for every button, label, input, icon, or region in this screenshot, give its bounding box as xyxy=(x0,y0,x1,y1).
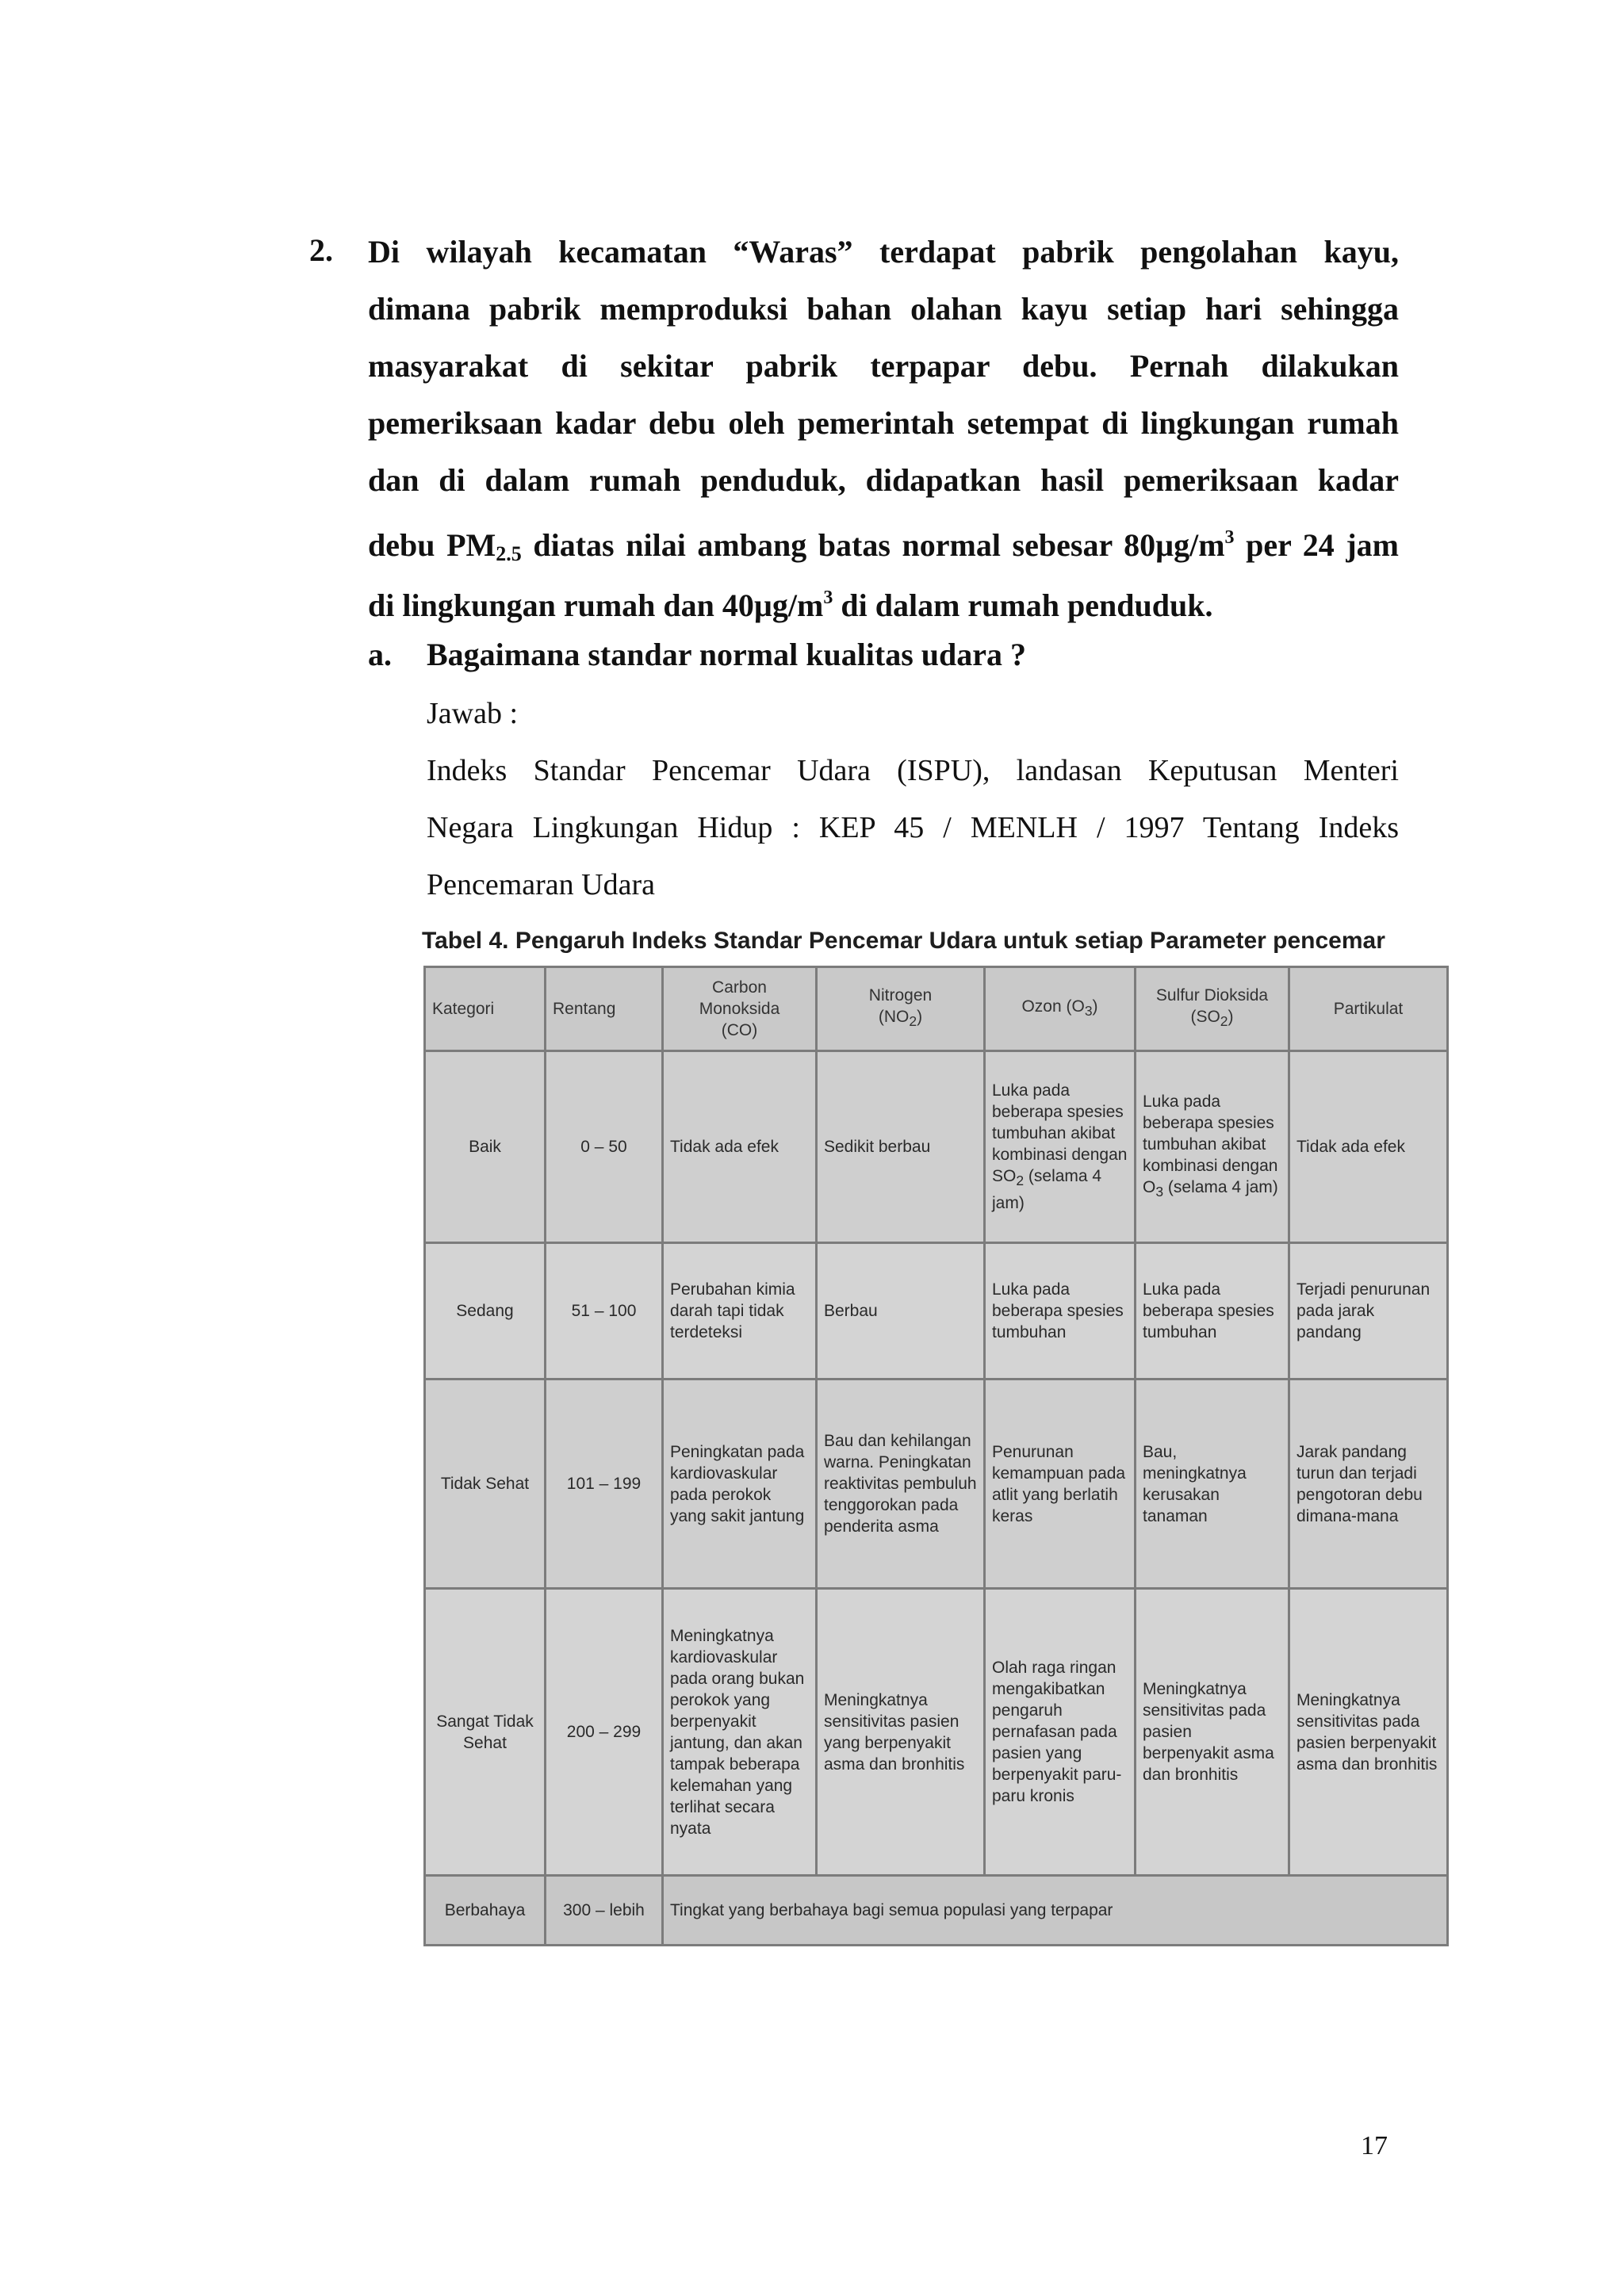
table-row xyxy=(425,1589,1448,1876)
cell-co: Meningkatnya kardiovaskular pada orang bukan perokok yang berpenyakit jantung, dan akan tampak beberapa kelemahan yang terlihat secara nyata xyxy=(663,1589,817,1876)
cell-rentang: 200 – 299 xyxy=(546,1589,663,1876)
cell-kategori: Baik xyxy=(425,1051,546,1243)
question-line: Di wilayah kecamatan “Waras” terdapat pabrik pengolahan kayu, xyxy=(368,234,1399,270)
cell-rentang: 51 – 100 xyxy=(546,1243,663,1380)
cell-co: Peningkatan pada kardiovaskular pada perokok yang sakit jantung xyxy=(663,1380,817,1589)
header-so2: Sulfur Dioksida $(SO_2)$ xyxy=(1136,967,1289,1051)
cell-o3: Olah raga ringan mengakibatkan pengaruh pernafasan pada pasien yang berpenyakit paru-paru kronis xyxy=(985,1589,1136,1876)
cell-kategori: Sangat Tidak Sehat xyxy=(425,1589,546,1876)
table-caption: Tabel 4. Pengaruh Indeks Standar Pencemar Udara untuk setiap Parameter pencemar xyxy=(422,928,1385,954)
page-number: 17 xyxy=(1361,2131,1388,2160)
cell-kategori: Tidak Sehat xyxy=(425,1380,546,1589)
cell-o3: Luka pada beberapa spesies tumbuhan xyxy=(985,1243,1136,1380)
cell-rentang: 101 – 199 xyxy=(546,1380,663,1589)
cell-so2: Bau, meningkatnya kerusakan tanaman xyxy=(1136,1380,1289,1589)
cell-partikulat: Jarak pandang turun dan terjadi pengotoran debu dimana-mana xyxy=(1289,1380,1448,1589)
ispu-table-image xyxy=(423,966,1438,1944)
table-row xyxy=(425,1243,1448,1380)
header-o3: Ozon $(O_3)$ xyxy=(985,967,1136,1051)
question-line: dimana pabrik memproduksi bahan olahan kayu setiap hari sehingga xyxy=(368,291,1399,327)
question-line: pemeriksaan kadar debu oleh pemerintah setempat di lingkungan rumah xyxy=(368,405,1399,441)
cell-no2: Bau dan kehilangan warna. Peningkatan reaktivitas pembuluh tenggorokan pada penderita asma xyxy=(817,1380,985,1589)
header-partikulat: Partikulat xyxy=(1289,967,1448,1051)
cell-so2: Luka pada beberapa spesies tumbuhan xyxy=(1136,1243,1289,1380)
header-co: Carbon Monoksida (CO) xyxy=(663,967,817,1051)
header-no2: Nitrogen $(NO_2)$ xyxy=(817,967,985,1051)
question-line-measurement: debu $PM_{2.5}$ diatas nilai ambang batas normal sebesar $80\mu g/m^3$ per 24 jam xyxy=(368,527,1399,565)
question-line: dan di dalam rumah penduduk, didapatkan hasil pemeriksaan kadar xyxy=(368,462,1399,498)
cell-co: Perubahan kimia darah tapi tidak terdeteksi xyxy=(663,1243,817,1380)
cell-no2: Sedikit berbau xyxy=(817,1051,985,1243)
cell-o3: Penurunan kemampuan pada atlit yang berlatih keras xyxy=(985,1380,1136,1589)
cell-so2: Meningkatnya sensitivitas pada pasien berpenyakit asma dan bronhitis xyxy=(1136,1589,1289,1876)
question-line: masyarakat di sekitar pabrik terpapar debu. Pernah dilakukan xyxy=(368,348,1399,384)
cell-rentang: 0 – 50 xyxy=(546,1051,663,1243)
cell-co: Tidak ada efek xyxy=(663,1051,817,1243)
answer-label: Jawab : xyxy=(427,697,519,730)
question-line-measurement: di lingkungan rumah dan $40\mu g/m^3$ di dalam rumah penduduk. xyxy=(368,587,1213,623)
question-number: 2. xyxy=(309,232,333,268)
cell-no2: Meningkatnya sensitivitas pasien yang berpenyakit asma dan bronhitis xyxy=(817,1589,985,1876)
cell-kategori: Berbahaya xyxy=(425,1876,546,1946)
cell-o3: Luka pada beberapa spesies tumbuhan akibat kombinasi dengan $SO_2$ (selama 4 jam) xyxy=(985,1051,1136,1243)
table-row xyxy=(425,1051,1448,1243)
cell-partikulat: Meningkatnya sensitivitas pada pasien berpenyakit asma dan bronhitis xyxy=(1289,1589,1448,1876)
subquestion-text: Bagaimana standar normal kualitas udara ? xyxy=(427,637,1027,672)
header-rentang: Rentang xyxy=(546,967,663,1051)
table-row xyxy=(425,1380,1448,1589)
table-header-row xyxy=(425,967,1448,1051)
cell-partikulat: Terjadi penurunan pada jarak pandang xyxy=(1289,1243,1448,1380)
cell-so2: Luka pada beberapa spesies tumbuhan akibat kombinasi dengan $O_3$ (selama 4 jam) xyxy=(1136,1051,1289,1243)
answer-line: Indeks Standar Pencemar Udara (ISPU), landasan Keputusan Menteri xyxy=(427,754,1399,787)
header-kategori: Kategori xyxy=(425,967,546,1051)
answer-line: Negara Lingkungan Hidup : KEP 45 / MENLH / 1997 Tentang Indeks xyxy=(427,811,1399,844)
subquestion-letter: a. xyxy=(368,637,392,672)
cell-partikulat: Tidak ada efek xyxy=(1289,1051,1448,1243)
cell-no2: Berbau xyxy=(817,1243,985,1380)
answer-line: Pencemaran Udara xyxy=(427,868,656,901)
table-row xyxy=(425,1876,1448,1946)
cell-berbahaya-effect: Tingkat yang berbahaya bagi semua populasi yang terpapar xyxy=(663,1876,1448,1946)
cell-kategori: Sedang xyxy=(425,1243,546,1380)
cell-rentang: 300 – lebih xyxy=(546,1876,663,1946)
ispu-table xyxy=(423,966,1449,1946)
